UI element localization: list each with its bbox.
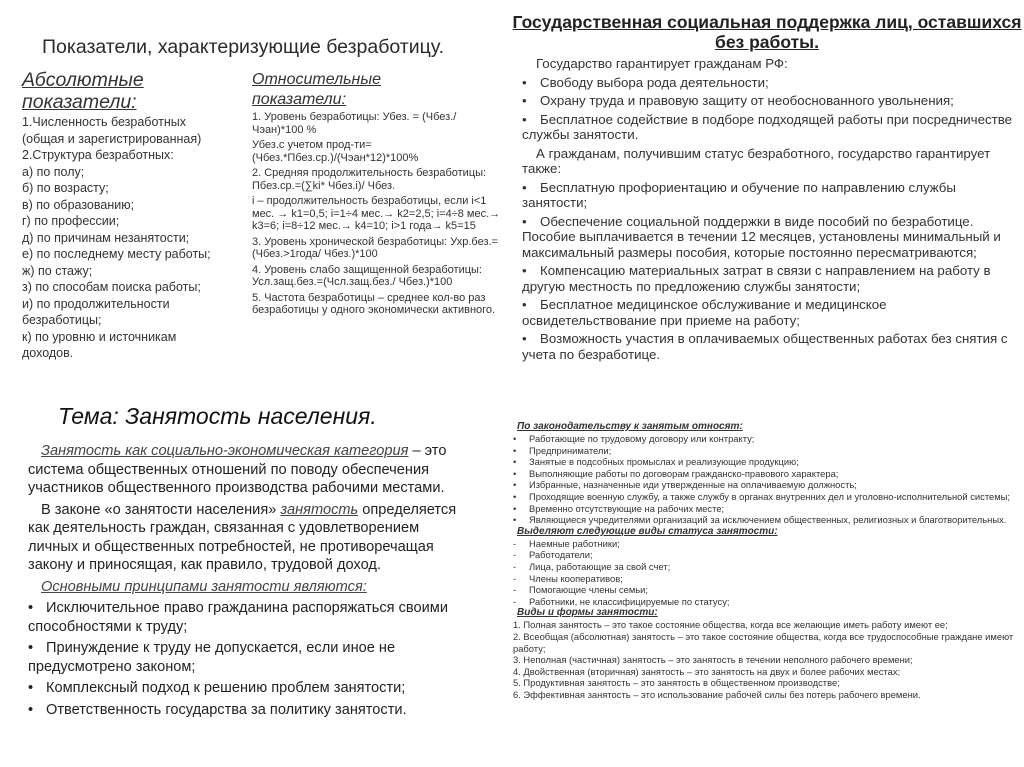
absolute-line: а) по полу; [22,164,85,179]
item-text: Обеспечение социальной поддержки в виде пособий по безработице. Пособие выплачивается в течении 12 месяцев, установлены минимальный и максимальный размеры пособия, которые постоянно пересматриваются; [522,213,1001,260]
status-item [513,596,1018,608]
status-item [513,549,1018,561]
employed-heading: По законодательству к занятым относят: [517,421,743,432]
absolute-line: 1.Численность безработных [22,115,186,129]
employment-law-body [513,421,1018,700]
relative-heading: Относительные [252,71,381,88]
employed-item [513,433,1018,445]
definition-term: Занятость как социально-экономическая категория [41,443,409,459]
absolute-line: б) по возрасту; [22,181,109,195]
bullet-icon: • [513,514,517,526]
guarantee-item [522,93,1012,109]
item-text: Возможность участия в оплачиваемых общественных работах без снятия с учета по безработице. [522,331,1008,362]
item-text: Работающие по трудовому договору или контракту; [529,433,755,444]
employed-item [513,456,1018,468]
definition-paragraph [28,442,473,498]
bullet-icon: • [513,433,517,444]
bullet-icon: • [522,111,527,127]
guarantee-item [522,297,1012,328]
employed-list [513,433,1018,526]
item-text: Являющиеся учредителями организаций за исключением общественных, религиозных и благотворительных. [529,514,1007,526]
relative-item: Убез.с учетом прод-ти=(Чбез.*Пбез.ср.)/(Чэан*12)*100% [252,139,419,164]
status-item [513,561,1018,573]
principle-item [28,639,473,676]
employed-item [513,445,1018,457]
definition-text: – это система общественных отношений по поводу обеспечения участников общественного производства рабочими местами. [28,443,447,496]
item-text: Наемные работники; [529,537,620,549]
absolute-heading-2: показатели: [22,91,137,113]
law-prefix: В законе «о занятости населения» [41,501,281,518]
item-text: Помогающие члены семьи; [529,584,648,596]
item-text: Работодатели; [529,549,593,561]
bullet-icon: • [513,444,517,456]
unemployment-indicators-slide [0,0,510,395]
bullet-icon: • [513,456,517,468]
forms-list [513,619,1018,700]
item-text: Ответственность государства за политику занятости. [46,701,407,718]
bullet-icon: - [513,584,517,596]
employment-topic-slide [0,400,505,767]
relative-item: i – продолжительность безработицы, если i<1 мес. → k1=0,5; i=1÷4 мес.→ k2=2,5; i=4÷8 мес.→ k3=6; i=8÷12 мес.→ k4=10; i>1 года→ k5=15 [252,195,501,232]
absolute-line: (общая и зарегистрированная) [22,131,202,146]
relative-list [252,111,502,317]
bullet-icon: • [28,680,34,696]
bullet-icon: - [513,537,517,549]
absolute-line: и) по продолжительности [22,296,170,311]
bullet-icon: - [513,595,517,607]
item-text: Выполняющие работы по договорам гражданско-правового характера; [529,467,839,479]
absolute-line: е) по последнему месту работы; [22,247,211,261]
absolute-list [22,114,247,362]
absolute-line: безработицы; [22,313,102,327]
absolute-line: г) по профессии; [22,214,120,228]
bullet-icon: • [522,213,527,229]
bullet-icon: • [28,640,34,656]
form-item: 5. Продуктивная занятость – это занятость в общественном производстве; [513,677,840,689]
unemployed-guarantee-list [522,180,1012,363]
absolute-line: 2.Структура безработных: [22,148,174,162]
item-text: Компенсацию материальных затрат в связи с направлением на работу в другую местность по предложению службы занятости; [522,263,991,294]
employed-item [513,503,1018,515]
relative-item: 2. Средняя продолжительность безработицы: Пбез.ср.=(∑ki* Чбез.i)/ Чбез. [252,167,487,192]
item-text: Проходящие военную службу, а также службу в органах внутренних дел и уголовно-исполнительной системы; [529,490,1011,502]
bullet-icon: • [513,502,517,514]
status-heading: Выделяют следующие виды статуса занятости: [517,525,778,537]
bullet-icon: • [522,297,527,312]
employed-item [513,514,1018,526]
item-text: Лица, работающие за свой счет; [529,560,671,572]
employed-item [513,479,1018,491]
absolute-line: к) по уровню и источникам [22,329,177,344]
item-text: Бесплатное медицинское обслуживание и медицинское освидетельствование при приеме на работу; [522,297,887,328]
status-item [513,573,1018,585]
absolute-line: ж) по стажу; [22,263,93,278]
principle-item [28,701,473,720]
principle-item [28,599,473,636]
absolute-line: з) по способам поиска работы; [22,280,201,294]
principles-heading: Основными принципами занятости являются: [41,578,367,595]
bullet-icon: • [513,490,517,502]
form-item: 6. Эффективная занятость – это использование рабочей силы без потерь рабочего времени. [513,688,921,700]
item-text: Избранные, назначенные иди утвержденные на оплачиваемую должность; [529,479,857,491]
form-item: 1. Полная занятость – это такое состояние общества, когда все желающие иметь работу имеют ее; [513,619,948,631]
employment-topic-body [28,442,473,722]
bullet-icon: • [522,331,527,346]
guarantee-item [522,263,1012,294]
relative-item: 5. Частота безработицы – среднее кол-во раз безработицы у одного экономически активного. [252,291,496,316]
bullet-icon: • [513,479,517,491]
guarantee-item [522,214,1012,261]
relative-indicators [252,72,502,320]
bullet-icon: - [513,549,517,561]
item-text: Исключительное право гражданина распоряжаться своими способностями к труду; [28,600,448,635]
law-term: занятость [280,501,359,518]
status-item [513,538,1018,550]
item-text: Комплексный подход к решению проблем занятости; [46,680,406,696]
item-text: Бесплатную профориентацию и обучение по направлению службы занятости; [522,179,956,210]
intro-paragraph: Государство гарантирует гражданам РФ: [536,56,788,71]
form-item: 2. Всеобщая (абсолютная) занятость – это такое состояние общества, когда все трудоспособные граждане имеют работу; [513,630,1014,654]
principle-item [28,679,473,698]
guarantee-item [522,180,1012,211]
absolute-line: в) по образованию; [22,197,135,212]
slide-title: Показатели, характеризующие безработицу. [42,36,445,58]
relative-item: 4. Уровень слабо защищенной безработицы: Усл.защ.без.=(Чсл.защ.без./ Чбез.)*100 [252,263,482,288]
item-text: Работники, не классифицируемые по статусу; [529,595,730,607]
bullet-icon: • [28,701,34,718]
status-list [513,538,1018,608]
intro-paragraph-2: А гражданам, получившим статус безработного, государство гарантирует также: [522,145,991,176]
law-text: определяется как деятельность граждан, связанная с удовлетворением личных и общественных потребностей, не противоречащая закону и приносящая, как правило, трудовой доход. [28,501,457,573]
relative-item: 3. Уровень хронической безработицы: Ухр.без.=(Чбез.>1года/ Чбез.)*100 [252,235,498,260]
item-text: Члены кооперативов; [529,572,623,584]
state-support-slide [510,0,1024,400]
item-text: Охрану труда и правовую защиту от необоснованного увольнения; [540,93,954,108]
bullet-icon: • [522,74,527,90]
bullet-icon: • [28,600,34,616]
relative-item: 1. Уровень безработицы: Убез. = (Чбез./Чэан)*100 % [252,111,457,136]
guarantee-item [522,75,1012,91]
item-text: Временно отсутствующие на рабочих месте; [529,502,725,514]
employed-item [513,468,1018,480]
bullet-icon: - [513,572,517,584]
item-text: Занятые в подсобных промыслах и реализующие продукцию; [529,456,799,468]
absolute-indicators [22,70,247,362]
absolute-heading: Абсолютные [22,69,144,91]
item-text: Предприниматели; [529,444,612,456]
guarantee-list [522,75,1012,143]
status-item [513,584,1018,596]
bullet-icon: - [513,560,517,572]
absolute-line: доходов. [22,346,74,360]
state-support-body [522,56,1012,365]
form-item: 4. Двойственная (вторичная) занятость – это занятость на двух и более рабочих местах; [513,665,901,677]
item-text: Свободу выбора рода деятельности; [540,74,769,90]
item-text: Бесплатное содействие в подборе подходящей работы при посредничестве службы занятости. [522,111,1013,142]
principles-list [28,599,473,719]
law-paragraph [28,501,473,575]
forms-heading: Виды и формы занятости: [517,607,658,619]
bullet-icon: • [513,467,517,479]
bullet-icon: • [522,179,527,195]
item-text: Принуждение к труду не допускается, если иное не предусмотрено законом; [28,640,396,675]
guarantee-item [522,112,1012,143]
employed-item [513,491,1018,503]
slide-title: Тема: Занятость населения. [58,403,377,429]
employment-law-slide [505,415,1024,767]
form-item: 3. Неполная (частичная) занятость – это занятость в течении неполного рабочего времени; [513,654,913,666]
bullet-icon: • [522,263,527,278]
relative-heading-2: показатели: [252,90,347,108]
guarantee-item [522,331,1012,362]
slide-title: Государственная социальная поддержка лиц, оставшихся без работы. [512,12,1022,52]
absolute-line: д) по причинам незанятости; [22,230,190,245]
bullet-icon: • [522,93,527,108]
